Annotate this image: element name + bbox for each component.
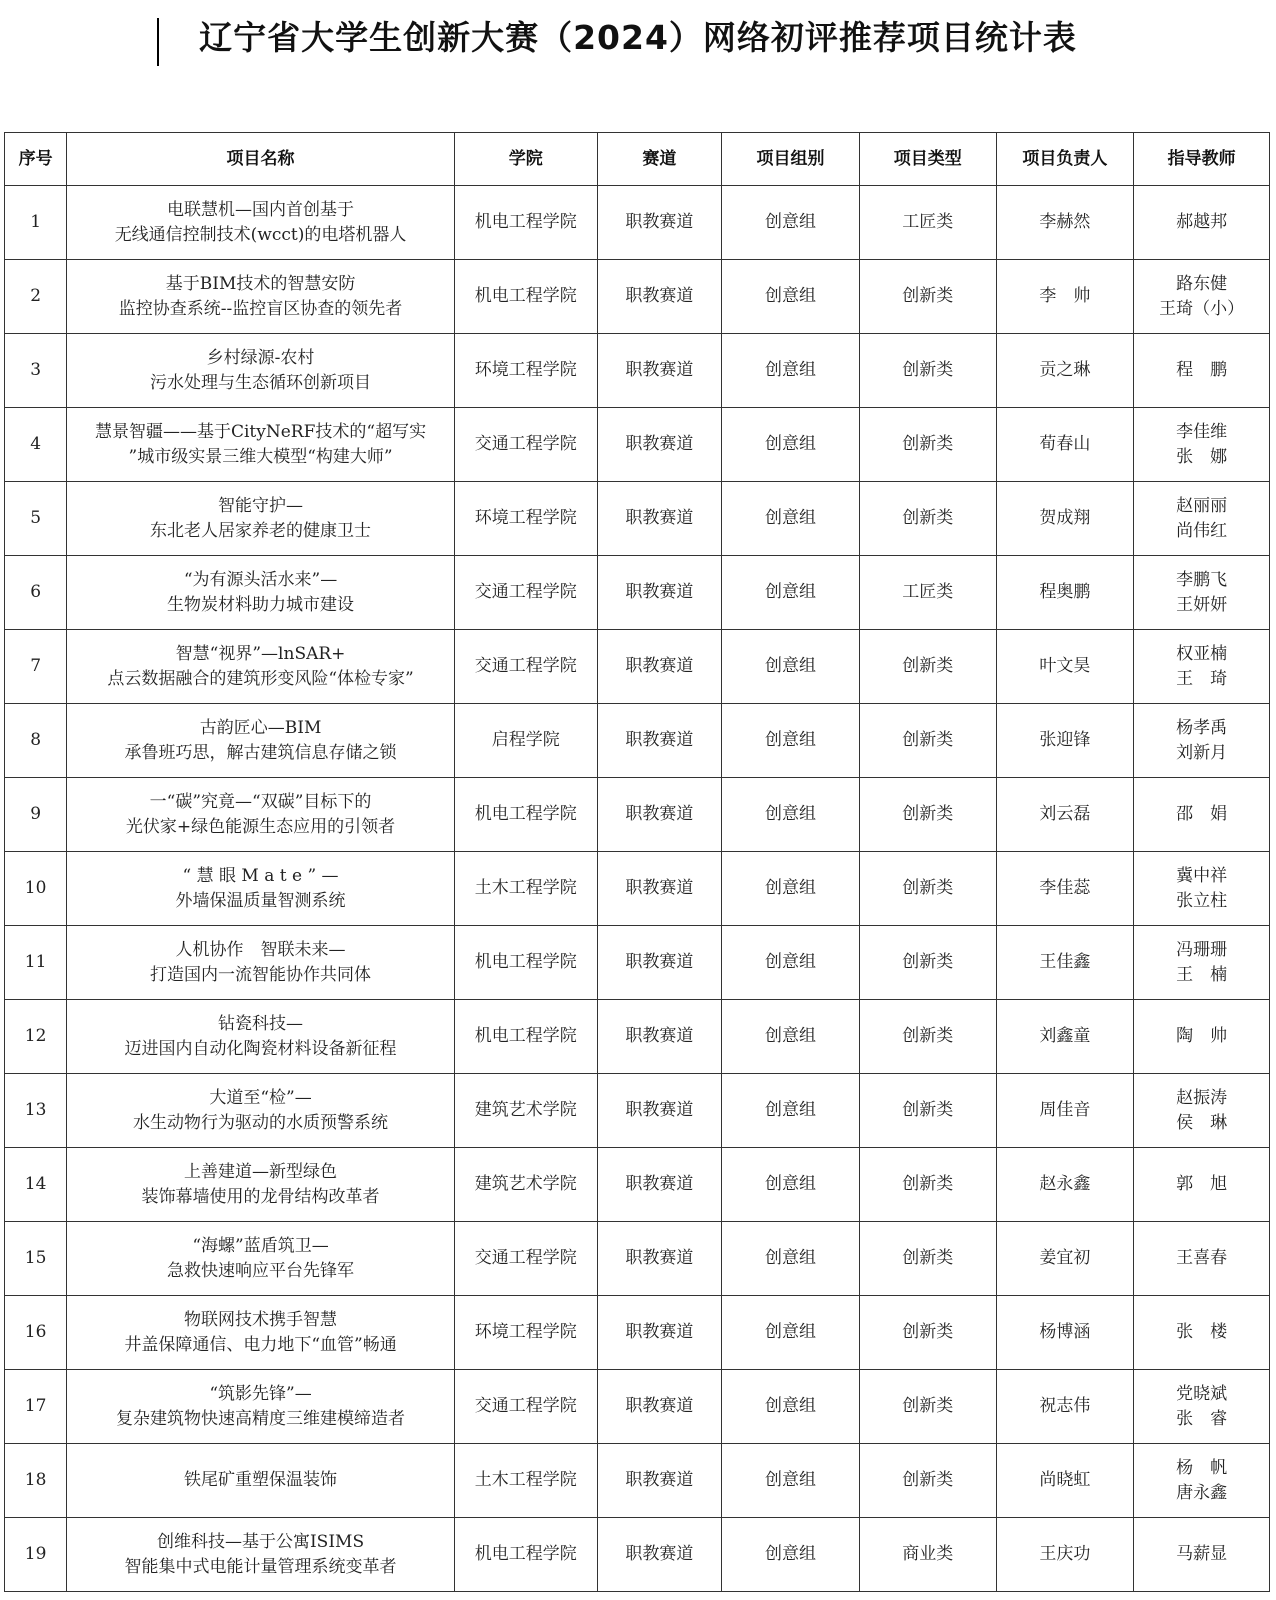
cell-track: 职教赛道 xyxy=(597,926,721,1000)
cell-no: 9 xyxy=(5,778,67,852)
cell-track: 职教赛道 xyxy=(597,186,721,260)
cell-project-name xyxy=(67,1222,455,1296)
cell-type: 创新类 xyxy=(859,1296,996,1370)
cell-no: 11 xyxy=(5,926,67,1000)
cell-type: 创新类 xyxy=(859,334,996,408)
cell-type: 工匠类 xyxy=(859,186,996,260)
cell-track: 职教赛道 xyxy=(597,1444,721,1518)
cell-advisors xyxy=(1134,1074,1270,1148)
advisor-name: 权亚楠 xyxy=(1176,643,1228,664)
cell-leader: 程奥鹏 xyxy=(996,556,1134,630)
cell-type: 创新类 xyxy=(859,408,996,482)
cell-project-name xyxy=(67,1518,455,1592)
cell-no: 8 xyxy=(5,704,67,778)
cell-college: 机电工程学院 xyxy=(454,926,597,1000)
project-name-line: “筑影先锋”— xyxy=(209,1383,312,1404)
advisor-name: 张 睿 xyxy=(1176,1408,1228,1429)
cell-college: 机电工程学院 xyxy=(454,778,597,852)
cell-project-name xyxy=(67,630,455,704)
header-cell-type: 项目类型 xyxy=(859,133,996,186)
project-name-line: 打造国内一流智能协作共同体 xyxy=(150,964,372,985)
cell-advisors xyxy=(1134,186,1270,260)
cell-track: 职教赛道 xyxy=(597,1370,721,1444)
project-name-line: 上善建道—新型绿色 xyxy=(184,1161,338,1182)
table-row xyxy=(5,852,1270,926)
cell-project-name xyxy=(67,926,455,1000)
cell-leader: 刘鑫童 xyxy=(996,1000,1134,1074)
cell-type: 创新类 xyxy=(859,852,996,926)
cell-group: 创意组 xyxy=(722,556,860,630)
cell-group: 创意组 xyxy=(722,1222,860,1296)
project-name-line: 监控协查系统--监控盲区协查的领先者 xyxy=(118,298,403,319)
cell-track: 职教赛道 xyxy=(597,1296,721,1370)
project-name-line: 大道至“检”— xyxy=(209,1087,312,1108)
cell-college: 交通工程学院 xyxy=(454,1222,597,1296)
advisor-name: 杨孝禹 xyxy=(1176,717,1228,738)
project-name-line: 一“碳”究竟—“双碳”目标下的 xyxy=(149,791,372,812)
project-name-line: “海螺”蓝盾筑卫— xyxy=(192,1235,329,1256)
table-row xyxy=(5,408,1270,482)
advisor-name: 侯 琳 xyxy=(1176,1112,1228,1133)
project-table xyxy=(4,132,1270,1592)
cell-track: 职教赛道 xyxy=(597,556,721,630)
advisor-name: 陶 帅 xyxy=(1176,1026,1228,1046)
cell-no: 12 xyxy=(5,1000,67,1074)
cell-leader: 王佳鑫 xyxy=(996,926,1134,1000)
cell-group: 创意组 xyxy=(722,704,860,778)
project-name-line: 东北老人居家养老的健康卫士 xyxy=(150,520,372,541)
advisor-name: 郝越邦 xyxy=(1176,212,1228,232)
project-name-line: ”城市级实景三维大模型“构建大师” xyxy=(128,446,393,467)
project-name-line: 污水处理与生态循环创新项目 xyxy=(150,372,372,393)
cell-leader: 姜宜初 xyxy=(996,1222,1134,1296)
advisor-name: 王琦（小） xyxy=(1159,298,1245,319)
page-title: 辽宁省大学生创新大赛（2024）网络初评推荐项目统计表 xyxy=(199,18,1077,57)
cell-leader: 张迎锋 xyxy=(996,704,1134,778)
table-row xyxy=(5,1296,1270,1370)
cell-leader: 李赫然 xyxy=(996,186,1134,260)
cell-track: 职教赛道 xyxy=(597,334,721,408)
cell-track: 职教赛道 xyxy=(597,704,721,778)
cell-leader: 尚晓虹 xyxy=(996,1444,1134,1518)
header-cell-track: 赛道 xyxy=(597,133,721,186)
project-name-line: 复杂建筑物快速高精度三维建模缔造者 xyxy=(116,1408,406,1429)
cell-college: 交通工程学院 xyxy=(454,556,597,630)
cell-advisors xyxy=(1134,852,1270,926)
project-name-line: 电联慧机—国内首创基于 xyxy=(167,199,355,220)
project-name-line: 外墙保温质量智测系统 xyxy=(175,890,346,911)
cell-advisors xyxy=(1134,408,1270,482)
cell-type: 创新类 xyxy=(859,1444,996,1518)
cell-college: 机电工程学院 xyxy=(454,1000,597,1074)
cell-group: 创意组 xyxy=(722,334,860,408)
cell-no: 17 xyxy=(5,1370,67,1444)
project-name-line: 物联网技术携手智慧 xyxy=(184,1309,338,1330)
cell-college: 建筑艺术学院 xyxy=(454,1148,597,1222)
cell-group: 创意组 xyxy=(722,482,860,556)
cell-project-name xyxy=(67,1296,455,1370)
cell-no: 10 xyxy=(5,852,67,926)
cell-type: 工匠类 xyxy=(859,556,996,630)
advisor-name: 李鹏飞 xyxy=(1176,569,1228,590)
cell-college: 交通工程学院 xyxy=(454,1370,597,1444)
cell-project-name xyxy=(67,556,455,630)
cell-college: 启程学院 xyxy=(454,704,597,778)
cell-type: 创新类 xyxy=(859,926,996,1000)
header-cell-no: 序号 xyxy=(5,133,67,186)
project-name-line: 承鲁班巧思，解古建筑信息存储之锁 xyxy=(124,742,397,763)
advisor-name: 刘新月 xyxy=(1176,742,1228,763)
cell-leader: 荀春山 xyxy=(996,408,1134,482)
cell-no: 7 xyxy=(5,630,67,704)
cell-group: 创意组 xyxy=(722,1370,860,1444)
cell-no: 1 xyxy=(5,186,67,260)
cell-project-name xyxy=(67,334,455,408)
cell-advisors xyxy=(1134,482,1270,556)
cell-advisors xyxy=(1134,1000,1270,1074)
project-name-line: 创维科技—基于公寓ISIMS xyxy=(156,1531,365,1552)
advisor-name: 赵丽丽 xyxy=(1176,495,1228,516)
cell-no: 16 xyxy=(5,1296,67,1370)
cell-project-name xyxy=(67,852,455,926)
project-name-line: 无线通信控制技术(wcct)的电塔机器人 xyxy=(114,224,407,245)
cell-track: 职教赛道 xyxy=(597,1074,721,1148)
header-cell-name: 项目名称 xyxy=(67,133,455,186)
cell-leader: 刘云磊 xyxy=(996,778,1134,852)
advisor-name: 邵 娟 xyxy=(1176,804,1228,824)
cell-college: 土木工程学院 xyxy=(454,1444,597,1518)
table-row xyxy=(5,778,1270,852)
cell-track: 职教赛道 xyxy=(597,260,721,334)
cell-project-name xyxy=(67,704,455,778)
table-row xyxy=(5,186,1270,260)
advisor-name: 赵振涛 xyxy=(1176,1087,1228,1108)
cell-project-name xyxy=(67,778,455,852)
cell-type: 创新类 xyxy=(859,1370,996,1444)
header-cell-college: 学院 xyxy=(454,133,597,186)
advisor-name: 王 琦 xyxy=(1176,668,1228,689)
header-cell-leader: 项目负责人 xyxy=(996,133,1134,186)
cell-track: 职教赛道 xyxy=(597,852,721,926)
advisor-name: 王妍妍 xyxy=(1176,594,1228,615)
cell-project-name xyxy=(67,1370,455,1444)
cell-advisors xyxy=(1134,556,1270,630)
project-name-line: 慧景智疆——基于CityNeRF技术的“超写实 xyxy=(94,421,427,442)
project-name-line: 光伏家+绿色能源生态应用的引领者 xyxy=(125,816,396,837)
cell-leader: 祝志伟 xyxy=(996,1370,1134,1444)
advisor-name: 尚伟红 xyxy=(1176,520,1228,541)
cell-group: 创意组 xyxy=(722,186,860,260)
cell-project-name xyxy=(67,482,455,556)
table-row xyxy=(5,704,1270,778)
cell-type: 创新类 xyxy=(859,1148,996,1222)
table-body xyxy=(5,186,1270,1592)
table-row xyxy=(5,1000,1270,1074)
project-name-line: 钻瓷科技— xyxy=(218,1013,304,1034)
cell-advisors xyxy=(1134,1222,1270,1296)
cell-advisors xyxy=(1134,704,1270,778)
cell-project-name xyxy=(67,1000,455,1074)
advisor-name: 郭 旭 xyxy=(1176,1174,1228,1194)
cell-leader: 李佳蕊 xyxy=(996,852,1134,926)
project-name-line: 急救快速响应平台先锋军 xyxy=(167,1260,355,1281)
cell-group: 创意组 xyxy=(722,1074,860,1148)
cell-track: 职教赛道 xyxy=(597,630,721,704)
cell-track: 职教赛道 xyxy=(597,482,721,556)
cell-no: 4 xyxy=(5,408,67,482)
advisor-name: 王喜春 xyxy=(1176,1248,1228,1268)
table-row xyxy=(5,1444,1270,1518)
project-name-line: 智能集中式电能计量管理系统变革者 xyxy=(124,1556,397,1577)
cell-group: 创意组 xyxy=(722,260,860,334)
cell-advisors xyxy=(1134,260,1270,334)
cell-leader: 李 帅 xyxy=(996,260,1134,334)
cell-college: 机电工程学院 xyxy=(454,186,597,260)
cell-no: 18 xyxy=(5,1444,67,1518)
cell-leader: 贡之琳 xyxy=(996,334,1134,408)
table-row xyxy=(5,1148,1270,1222)
table-row xyxy=(5,556,1270,630)
table-row xyxy=(5,1222,1270,1296)
cell-leader: 贺成翔 xyxy=(996,482,1134,556)
advisor-name: 党晓斌 xyxy=(1176,1383,1228,1404)
cell-leader: 赵永鑫 xyxy=(996,1148,1134,1222)
header-cell-advisors: 指导教师 xyxy=(1134,133,1270,186)
advisor-name: 冯珊珊 xyxy=(1176,939,1228,960)
table-row xyxy=(5,926,1270,1000)
cell-type: 商业类 xyxy=(859,1518,996,1592)
text-cursor xyxy=(157,18,159,66)
cell-track: 职教赛道 xyxy=(597,1518,721,1592)
cell-project-name xyxy=(67,186,455,260)
cell-type: 创新类 xyxy=(859,704,996,778)
cell-leader: 杨博涵 xyxy=(996,1296,1134,1370)
advisor-name: 路东健 xyxy=(1176,273,1228,294)
cell-no: 5 xyxy=(5,482,67,556)
project-name-line: 乡村绿源-农村 xyxy=(206,347,315,368)
cell-college: 土木工程学院 xyxy=(454,852,597,926)
project-name-line: 水生动物行为驱动的水质预警系统 xyxy=(133,1112,389,1133)
cell-advisors xyxy=(1134,1148,1270,1222)
cell-track: 职教赛道 xyxy=(597,1000,721,1074)
project-name-line: 智能守护— xyxy=(218,495,304,516)
cell-group: 创意组 xyxy=(722,1518,860,1592)
table-row xyxy=(5,1518,1270,1592)
cell-no: 3 xyxy=(5,334,67,408)
advisor-name: 张立柱 xyxy=(1176,890,1228,911)
advisor-name: 唐永鑫 xyxy=(1176,1482,1228,1503)
cell-type: 创新类 xyxy=(859,1222,996,1296)
table-row xyxy=(5,260,1270,334)
table-row xyxy=(5,1370,1270,1444)
cell-college: 环境工程学院 xyxy=(454,334,597,408)
cell-type: 创新类 xyxy=(859,1000,996,1074)
project-name-line: “ 慧 眼 M a t e ” — xyxy=(182,865,339,886)
cell-college: 环境工程学院 xyxy=(454,482,597,556)
cell-track: 职教赛道 xyxy=(597,778,721,852)
advisor-name: 张 娜 xyxy=(1176,446,1228,467)
cell-advisors xyxy=(1134,778,1270,852)
cell-track: 职教赛道 xyxy=(597,408,721,482)
header-cell-group: 项目组别 xyxy=(722,133,860,186)
cell-group: 创意组 xyxy=(722,926,860,1000)
advisor-name: 冀中祥 xyxy=(1176,865,1228,886)
cell-college: 环境工程学院 xyxy=(454,1296,597,1370)
cell-no: 15 xyxy=(5,1222,67,1296)
table-row xyxy=(5,630,1270,704)
table-row xyxy=(5,334,1270,408)
advisor-name: 张 楼 xyxy=(1176,1322,1228,1342)
project-name-line: 基于BIM技术的智慧安防 xyxy=(165,273,356,294)
cell-group: 创意组 xyxy=(722,778,860,852)
advisor-name: 马薪显 xyxy=(1176,1544,1228,1564)
cell-group: 创意组 xyxy=(722,408,860,482)
project-name-line: 生物炭材料助力城市建设 xyxy=(167,594,355,615)
cell-college: 机电工程学院 xyxy=(454,260,597,334)
project-name-line: 人机协作 智联未来— xyxy=(175,939,346,960)
title-area xyxy=(0,8,1276,68)
cell-leader: 周佳音 xyxy=(996,1074,1134,1148)
cell-advisors xyxy=(1134,1370,1270,1444)
project-name-line: 装饰幕墙使用的龙骨结构改革者 xyxy=(141,1186,380,1207)
cell-college: 交通工程学院 xyxy=(454,630,597,704)
cell-advisors xyxy=(1134,1518,1270,1592)
cell-project-name xyxy=(67,1148,455,1222)
cell-advisors xyxy=(1134,1444,1270,1518)
cell-no: 14 xyxy=(5,1148,67,1222)
advisor-name: 程 鹏 xyxy=(1176,360,1228,380)
cell-type: 创新类 xyxy=(859,482,996,556)
cell-track: 职教赛道 xyxy=(597,1222,721,1296)
table-row xyxy=(5,482,1270,556)
advisor-name: 李佳维 xyxy=(1176,421,1228,442)
cell-type: 创新类 xyxy=(859,778,996,852)
advisor-name: 杨 帆 xyxy=(1176,1457,1228,1478)
cell-project-name xyxy=(67,260,455,334)
project-name-line: “为有源头活水来”— xyxy=(183,569,338,590)
project-name-line: 点云数据融合的建筑形变风险“体检专家” xyxy=(107,668,414,689)
project-name-line: 迈进国内自动化陶瓷材料设备新征程 xyxy=(124,1038,397,1059)
cell-college: 建筑艺术学院 xyxy=(454,1074,597,1148)
cell-leader: 王庆功 xyxy=(996,1518,1134,1592)
cell-no: 13 xyxy=(5,1074,67,1148)
cell-group: 创意组 xyxy=(722,1444,860,1518)
cell-project-name xyxy=(67,1074,455,1148)
cell-college: 机电工程学院 xyxy=(454,1518,597,1592)
cell-no: 19 xyxy=(5,1518,67,1592)
project-name-line: 智慧“视界”—lnSAR+ xyxy=(175,643,346,664)
cell-group: 创意组 xyxy=(722,630,860,704)
cell-type: 创新类 xyxy=(859,260,996,334)
cell-group: 创意组 xyxy=(722,1148,860,1222)
table-row xyxy=(5,1074,1270,1148)
cell-advisors xyxy=(1134,630,1270,704)
cell-group: 创意组 xyxy=(722,1296,860,1370)
cell-leader: 叶文昊 xyxy=(996,630,1134,704)
cell-no: 2 xyxy=(5,260,67,334)
project-name-line: 井盖保障通信、电力地下“血管”畅通 xyxy=(124,1334,397,1355)
cell-college: 交通工程学院 xyxy=(454,408,597,482)
table-header-row xyxy=(5,133,1270,186)
project-name-line: 铁尾矿重塑保温装饰 xyxy=(184,1470,338,1490)
cell-type: 创新类 xyxy=(859,630,996,704)
cell-advisors xyxy=(1134,926,1270,1000)
project-name-line: 古韵匠心—BIM xyxy=(199,717,322,738)
advisor-name: 王 楠 xyxy=(1176,964,1228,985)
cell-project-name xyxy=(67,408,455,482)
cell-advisors xyxy=(1134,1296,1270,1370)
cell-project-name xyxy=(67,1444,455,1518)
cell-track: 职教赛道 xyxy=(597,1148,721,1222)
cell-group: 创意组 xyxy=(722,852,860,926)
cell-group: 创意组 xyxy=(722,1000,860,1074)
cell-advisors xyxy=(1134,334,1270,408)
cell-no: 6 xyxy=(5,556,67,630)
cell-type: 创新类 xyxy=(859,1074,996,1148)
